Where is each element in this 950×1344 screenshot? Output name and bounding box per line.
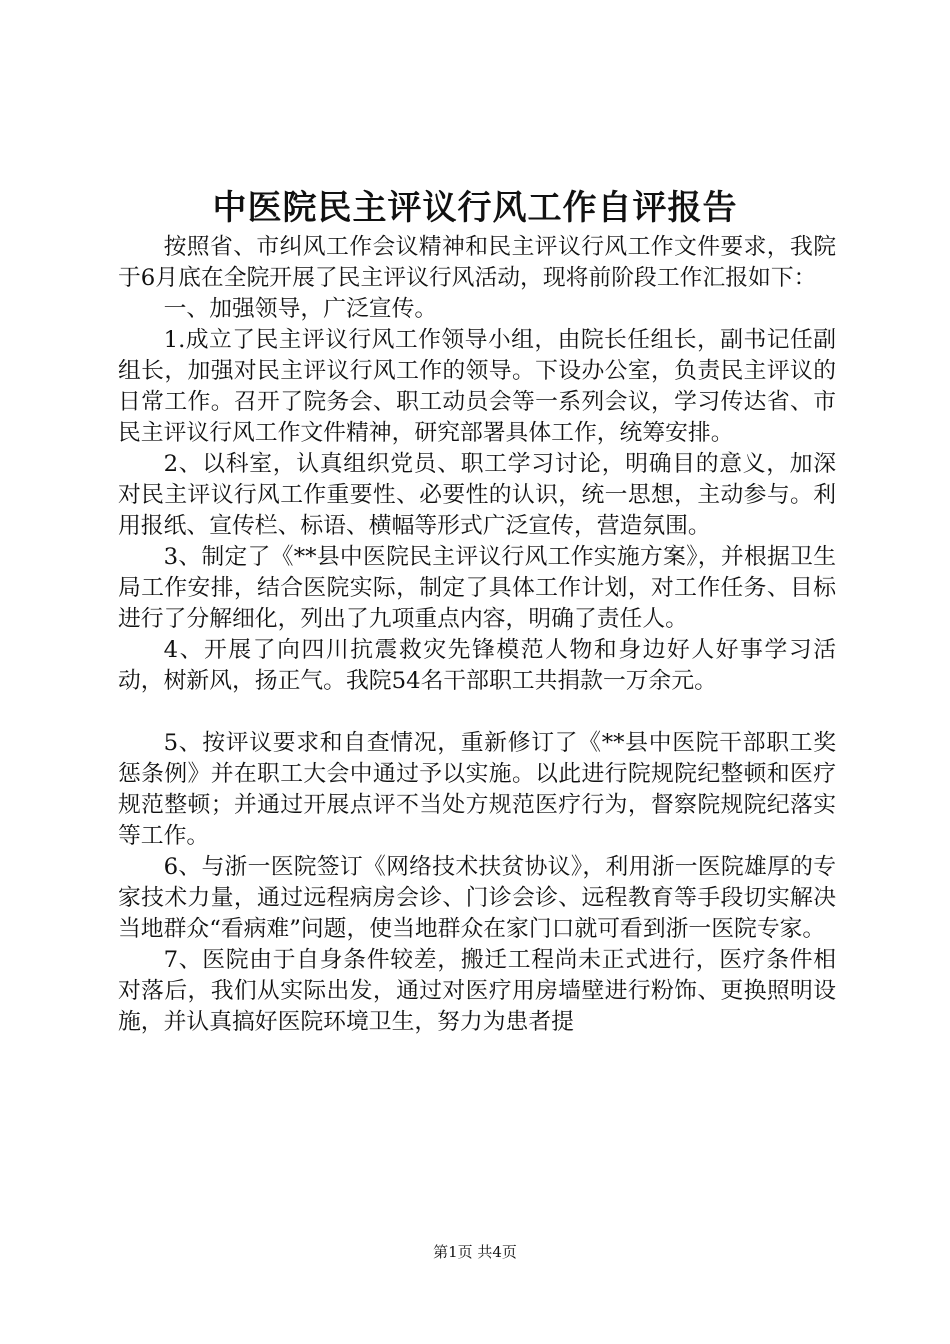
paragraph-item-6: 6、与浙一医院签订《网络技术扶贫协议》，利用浙一医院雄厚的专家技术力量，通过远程病房会诊、门诊会诊、远程教育等手段切实解决当地群众“看病难”问题，使当地群众在家门口就可看到浙一医院专家。 [118,854,836,942]
document-body [118,232,836,1038]
paragraph-item-1: 1.成立了民主评议行风工作领导小组，由院长任组长，副书记任副组长，加强对民主评议行风工作的领导。下设办公室，负责民主评议的日常工作。召开了院务会、职工动员会等一系列会议，学习传达省、市民主评议行风工作文件精神，研究部署具体工作，统筹安排。 [118,327,836,446]
page-footer: 第1页 共4页 [433,1243,517,1261]
paragraph-item-3: 3、制定了《**县中医院民主评议行风工作实施方案》，并根据卫生局工作安排，结合医院实际，制定了具体工作计划，对工作任务、目标进行了分解细化，列出了九项重点内容，明确了责任人。 [118,544,836,632]
paragraph-item-5: 5、按评议要求和自查情况，重新修订了《**县中医院干部职工奖惩条例》并在职工大会中通过予以实施。以此进行院规院纪整顿和医疗规范整顿；并通过开展点评不当处方规范医疗行为，督察院规院纪落实等工作。 [118,730,836,849]
paragraph-item-2: 2、以科室，认真组织党员、职工学习讨论，明确目的意义，加深对民主评议行风工作重要性、必要性的认识，统一思想，主动参与。利用报纸、宣传栏、标语、横幅等形式广泛宣传，营造氛围。 [118,451,836,539]
paragraph-intro: 按照省、市纠风工作会议精神和民主评议行风工作文件要求，我院于6月底在全院开展了民主评议行风活动，现将前阶段工作汇报如下： [118,234,836,291]
section-heading-1: 一、加强领导，广泛宣传。 [163,296,438,322]
paragraph-item-4: 4、开展了向四川抗震救灾先锋模范人物和身边好人好事学习活动，树新风，扬正气。我院54名干部职工共捐款一万余元。 [118,637,836,694]
paragraph-item-7: 7、医院由于自身条件较差，搬迁工程尚未正式进行，医疗条件相对落后，我们从实际出发，通过对医疗用房墙壁进行粉饰、更换照明设施，并认真搞好医院环境卫生，努力为患者提 [118,947,836,1035]
document-title: 中医院民主评议行风工作自评报告 [212,188,738,228]
